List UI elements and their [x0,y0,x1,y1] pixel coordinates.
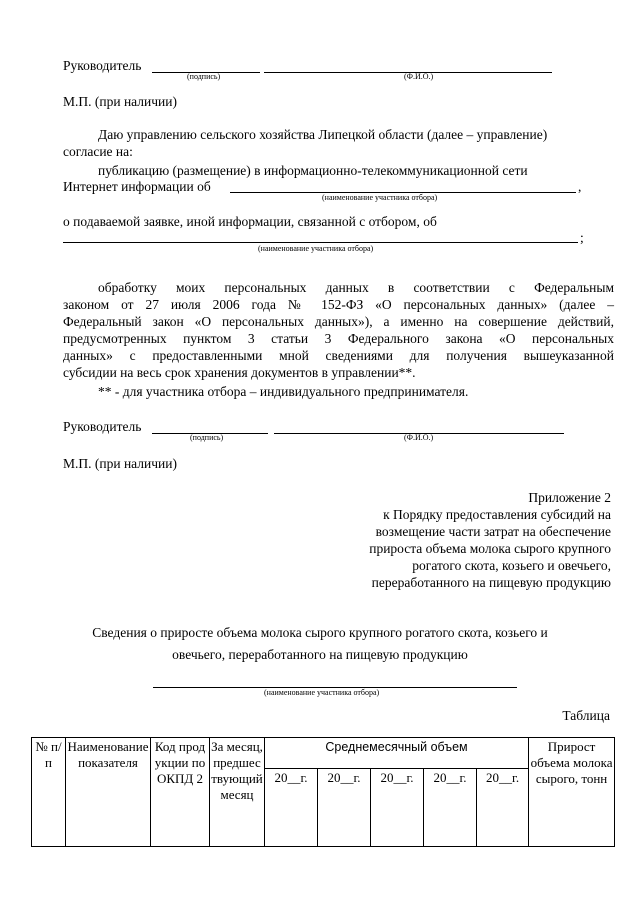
seal-label-1: М.П. (при наличии) [63,94,177,109]
consent-line-5: о подаваемой заявке, иной информации, связанной с отбором, об [63,214,437,229]
year-cell: 20__г. [424,768,477,846]
year-cell: 20__г. [371,768,424,846]
participant-caption-2: (наименование участника отбора) [258,244,374,253]
consent-line-1: Даю управлению сельского хозяйства Липецкой области (далее – управление) [98,127,548,142]
processing-line-1: обработку моих персональных данных в соответствии с Федеральным [98,280,614,295]
appendix-line-1: Приложение 2 [528,490,611,505]
appendix-line-4: прироста объема молока сырого крупного [369,541,611,556]
report-participant-caption: (наименование участника отбора) [264,688,380,697]
seal-label-2: М.П. (при наличии) [63,456,177,471]
processing-line-3: Федеральный закон «О персональных данных»), а именно на совершение действий, [63,314,614,329]
header-avg-volume: Среднемесячный объем [265,738,529,769]
consent-line-4-start: Интернет информации об [63,179,211,194]
sign-caption-1: (подпись) [187,72,221,81]
processing-line-6: субсидии на весь срок хранения документов в управлении**. [63,365,416,380]
head-label-2: Руководитель [63,419,142,434]
header-num: № п/п [32,738,66,847]
consent-line-4-end: , [578,179,582,194]
year-cell: 20__г. [265,768,318,846]
data-table [31,737,615,847]
header-code: Код продукции по ОКПД 2 [151,738,210,847]
appendix-line-5: рогатого скота, козьего и овечьего, [412,558,611,573]
processing-line-5: данных» с предоставленными мной сведениями для получения вышеуказанной [63,348,614,363]
appendix-line-6: переработанного на пищевую продукцию [371,575,611,590]
header-growth: Прирост объема молока сырого, тонн [529,738,615,847]
head-label-1: Руководитель [63,58,142,73]
processing-line-4: предусмотренных пунктом 3 статьи 3 Федерального закона «О персональных [63,331,614,346]
fio-caption-2: (Ф.И.О.) [404,433,434,442]
report-title-line-2: овечьего, переработанного на пищевую продукцию [172,647,468,662]
participant-line-2 [63,242,578,243]
table-label: Таблица [562,708,610,723]
header-month: За месяц, предшествующий месяц [210,738,265,847]
consent-line-3: публикацию (размещение) в информационно-телекоммуникационной сети [98,163,528,178]
appendix-line-3: возмещение части затрат на обеспечение [375,524,611,539]
processing-line-2: законом от 27 июля 2006 года № 152-ФЗ «О персональных данных» (далее – [63,297,614,312]
year-cell: 20__г. [318,768,371,846]
participant-caption-1: (наименование участника отбора) [322,193,438,202]
appendix-line-2: к Порядку предоставления субсидий на [383,507,611,522]
report-title-line-1: Сведения о приросте объема молока сырого крупного рогатого скота, козьего и [92,625,548,640]
sign-caption-2: (подпись) [190,433,224,442]
year-cell: 20__г. [477,768,529,846]
header-name: Наименование показателя [66,738,151,847]
consent-line-2: согласие на: [63,144,133,159]
fio-caption-1: (Ф.И.О.) [404,72,434,81]
footnote: ** - для участника отбора – индивидуального предпринимателя. [98,384,469,399]
consent-line-6-end: ; [580,230,584,245]
